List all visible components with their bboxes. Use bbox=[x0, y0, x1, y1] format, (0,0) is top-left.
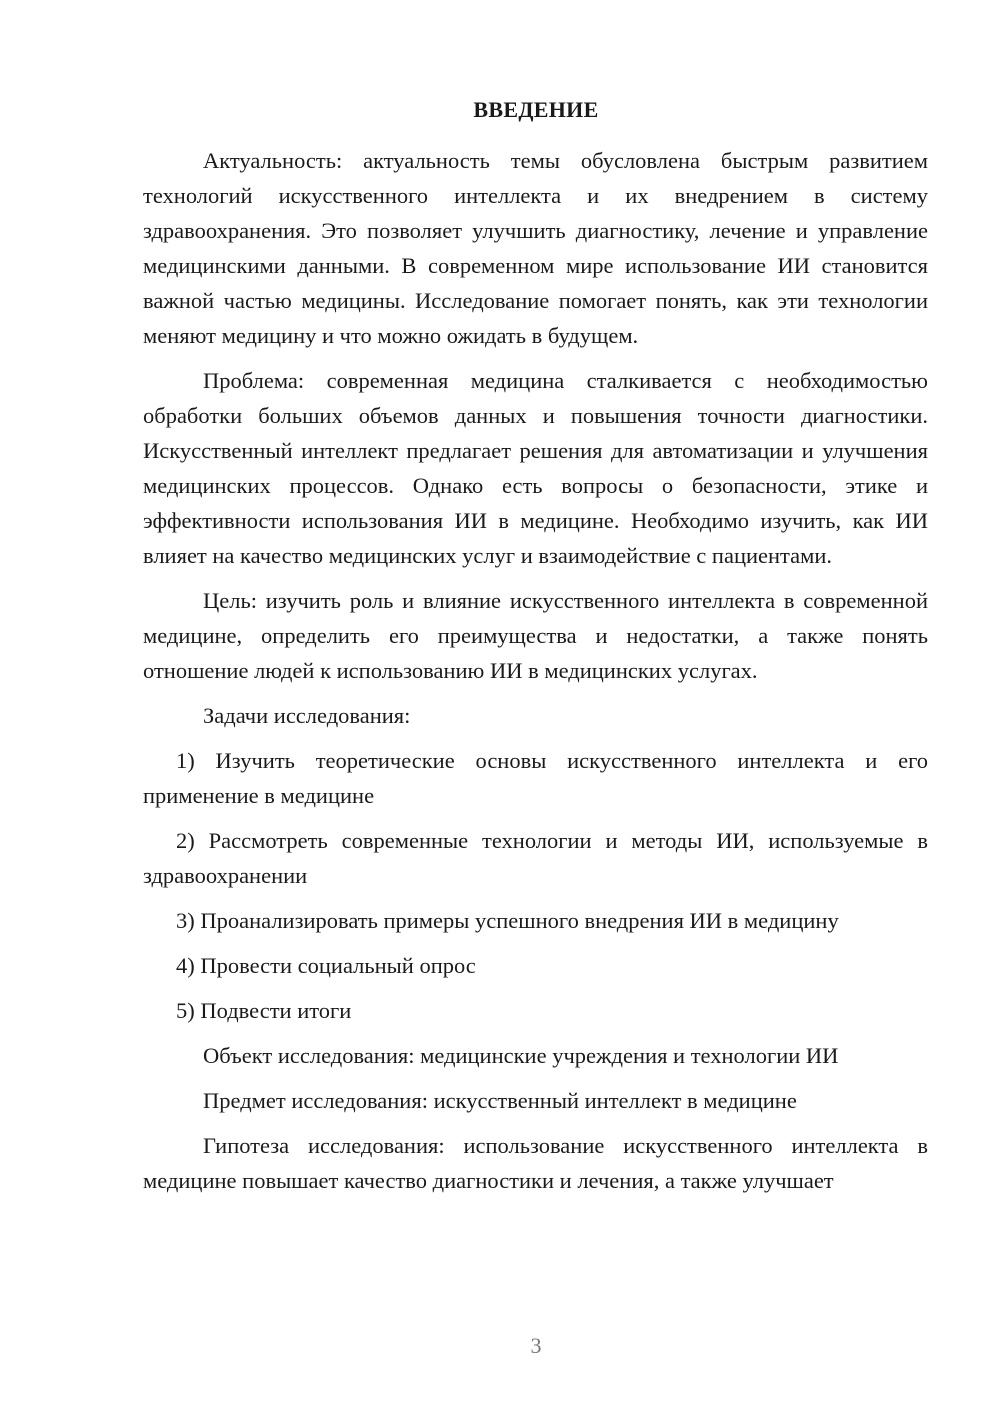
paragraph-goal: Цель: изучить роль и влияние искусственного интеллекта в современной медицине, определить его преимущества и недостатки, а также понять отношение людей к использованию ИИ в медицинских услугах. bbox=[143, 588, 928, 683]
paragraph-relevance: Актуальность: актуальность темы обусловлена быстрым развитием технологий искусственного интеллекта и их внедрением в систему здравоохранения. Это позволяет улучшить диагностику, лечение и управление медицинскими данными. В современном мире использование ИИ становится важной частью медицины. Исследование помогает понять, как эти технологии меняют медицину и что можно ожидать в будущем. bbox=[143, 148, 928, 348]
paragraph-problem: Проблема: современная медицина сталкивается с необходимостью обработки больших объемов данных и повышения точности диагностики. Искусственный интеллект предлагает решения для автоматизации и улучшения медицинских процессов. Однако есть вопросы о безопасности, этике и эффективности использования ИИ в медицине. Необходимо изучить, как ИИ влияет на качество медицинских услуг и взаимодействие с пациентами. bbox=[143, 368, 928, 568]
paragraph-subject: Предмет исследования: искусственный интеллект в медицине bbox=[203, 1088, 797, 1113]
list-item: 2) Рассмотреть современные технологии и методы ИИ, используемые в здравоохранении bbox=[143, 828, 928, 888]
list-item: 3) Проанализировать примеры успешного внедрения ИИ в медицину bbox=[176, 908, 839, 933]
tasks-list bbox=[143, 743, 928, 1028]
paragraph-object: Объект исследования: медицинские учреждения и технологии ИИ bbox=[203, 1043, 839, 1068]
list-item: 5) Подвести итоги bbox=[176, 998, 352, 1023]
list-item: 1) Изучить теоретические основы искусственного интеллекта и его применение в медицине bbox=[143, 748, 928, 808]
document-body bbox=[143, 143, 928, 1208]
paragraph-hypothesis: Гипотеза исследования: использование искусственного интеллекта в медицине повышает качество диагностики и лечения, а также улучшает bbox=[143, 1133, 928, 1193]
tasks-heading: Задачи исследования: bbox=[203, 703, 411, 728]
page-number: 3 bbox=[530, 1333, 542, 1358]
list-item: 4) Провести социальный опрос bbox=[176, 953, 476, 978]
page-title: ВВЕДЕНИЕ bbox=[473, 97, 599, 122]
